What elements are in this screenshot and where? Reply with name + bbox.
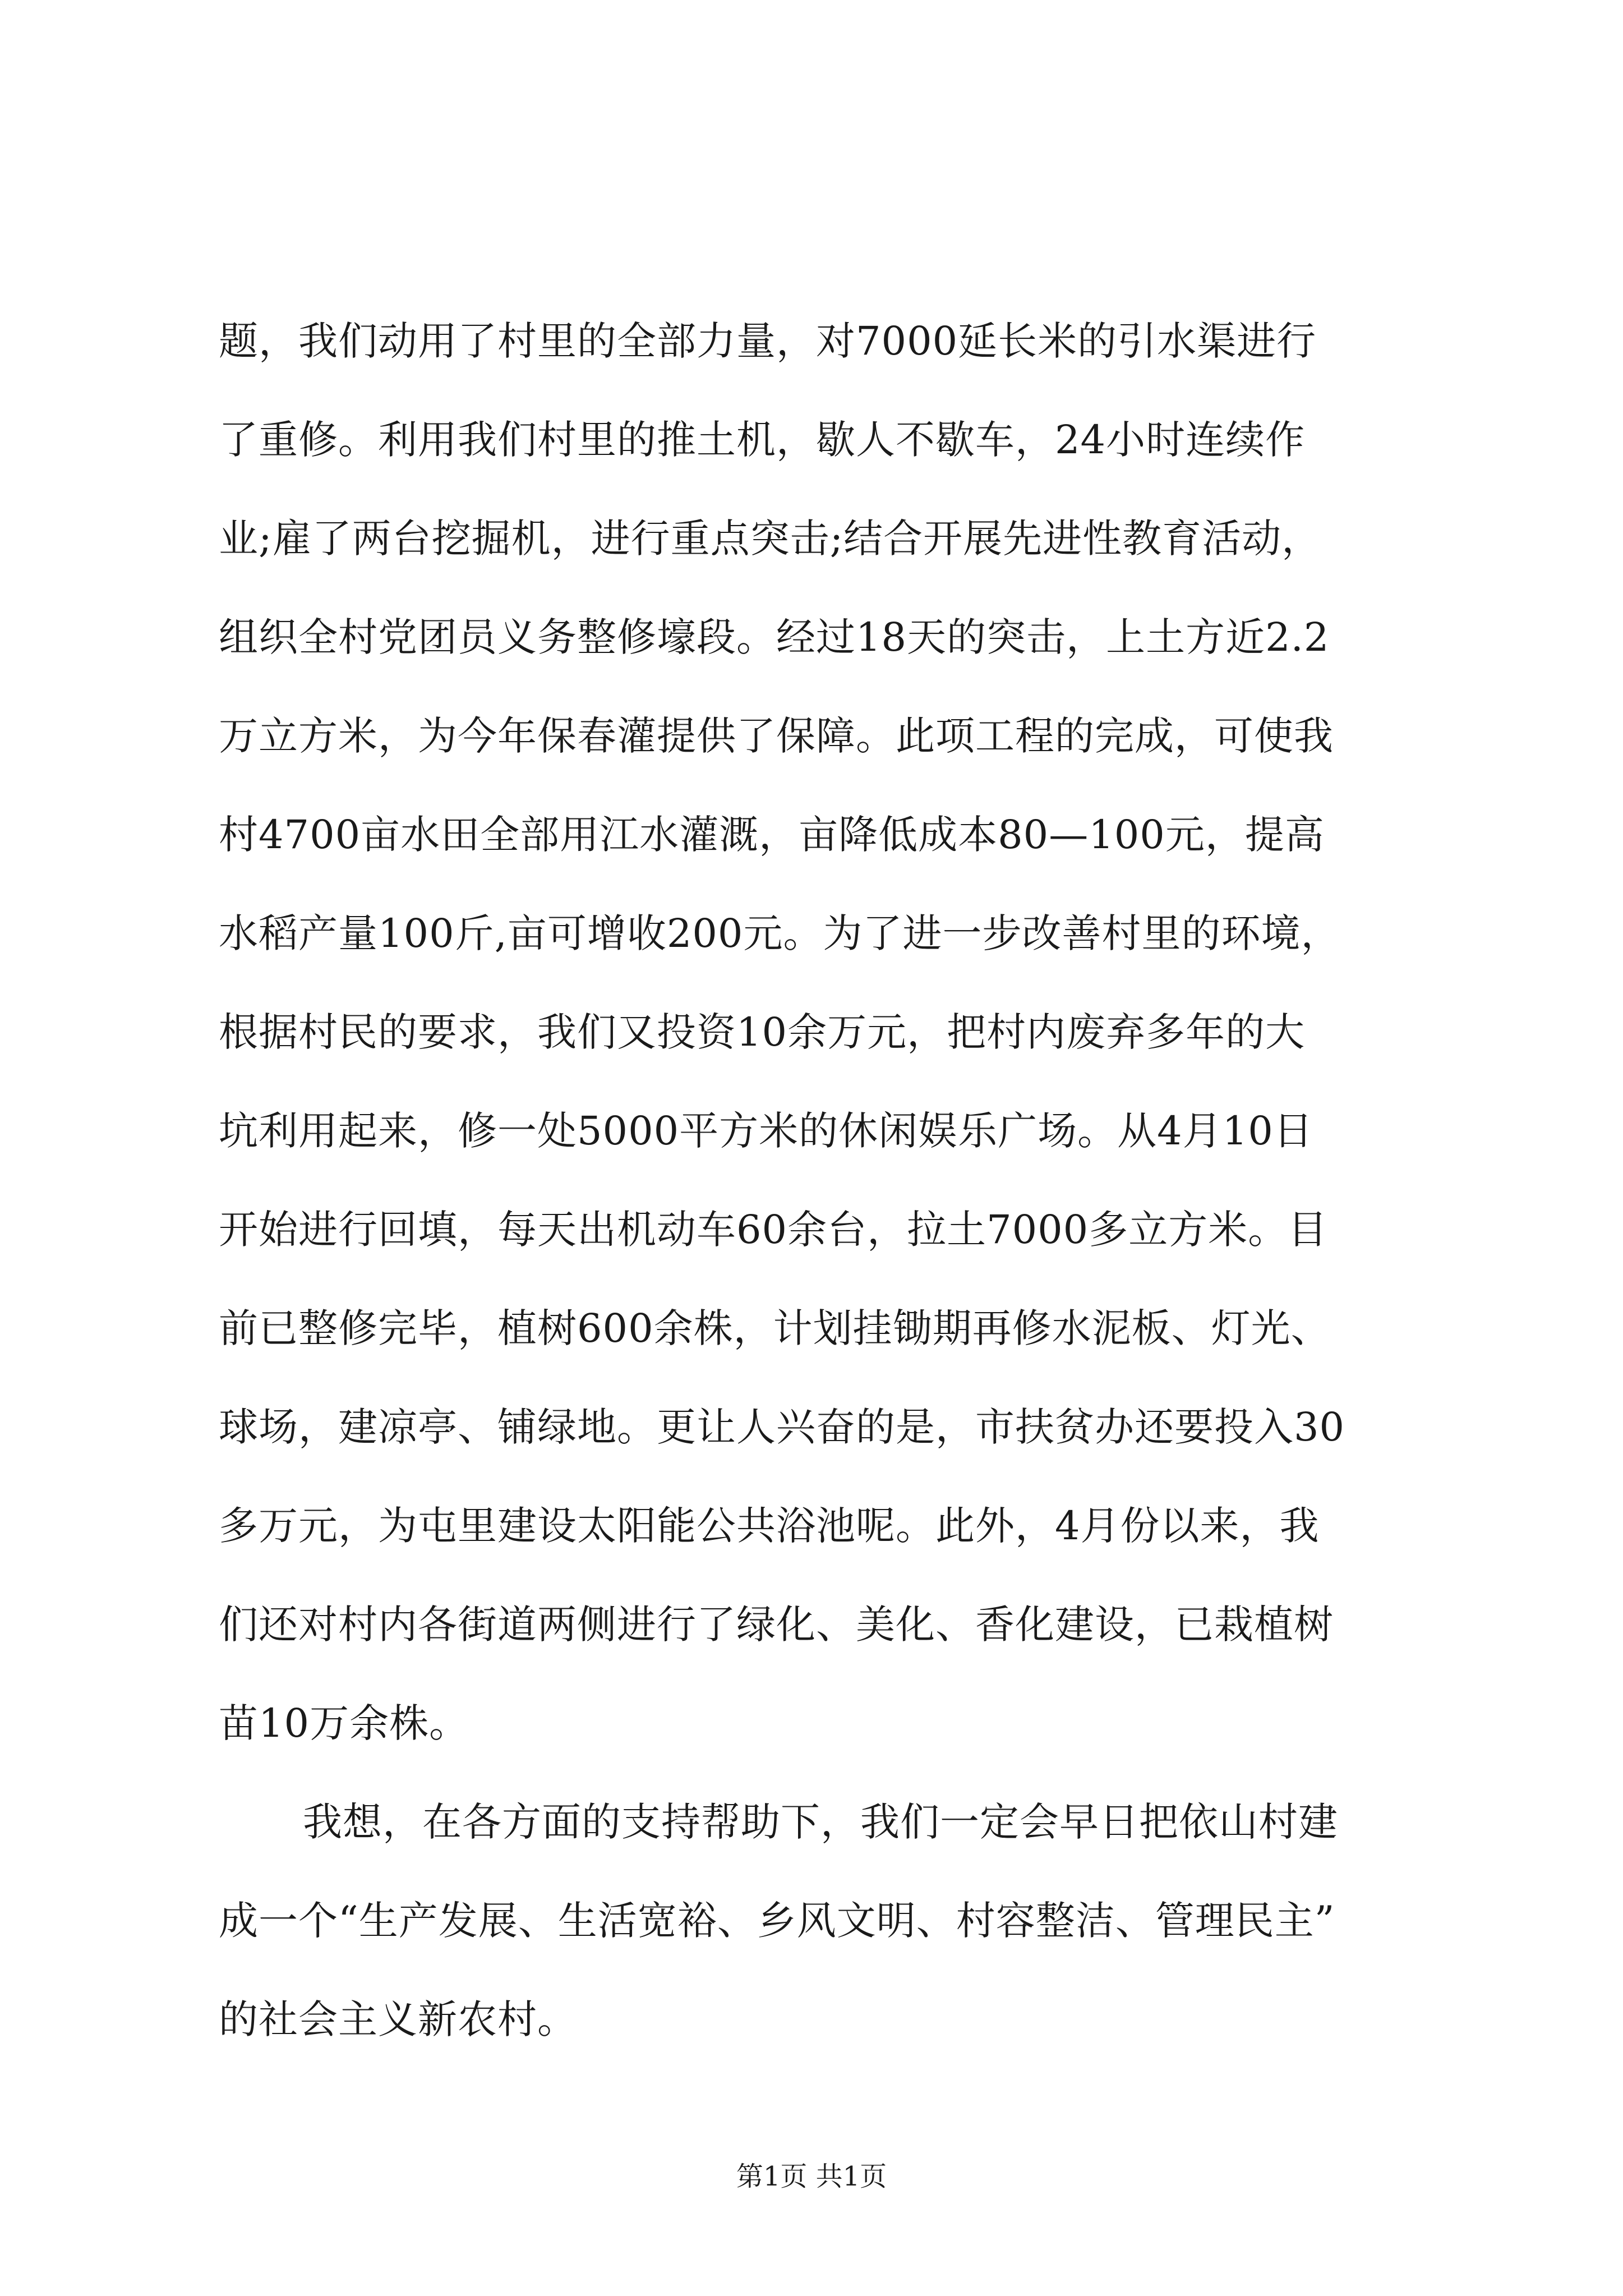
paragraph-1-line: 根据村民的要求，我们又投资10余万元，把村内废弃多年的大 <box>219 1009 1306 1055</box>
paragraph-1-line: 了重修。利用我们村里的推土机，歇人不歇车，24小时连续作 <box>219 417 1306 463</box>
paragraph-1-line: 水稻产量100斤,亩可增收200元。为了进一步改善村里的环境， <box>219 910 1341 956</box>
page-number-footer: 第1页 共1页 <box>736 2161 887 2192</box>
document-body <box>219 292 1430 2069</box>
paragraph-1-line: 坑利用起来，修一处5000平方米的休闲娱乐广场。从4月10日 <box>219 1108 1313 1154</box>
paragraph-1-line: 前已整修完毕，植树600余株，计划挂锄期再修水泥板、灯光、 <box>219 1305 1331 1351</box>
paragraph-2-line: 我想，在各方面的支持帮助下，我们一定会早日把依山村建 <box>303 1799 1338 1845</box>
paragraph-1-line: 多万元，为屯里建设太阳能公共浴池呢。此外，4月份以来，我 <box>219 1503 1320 1549</box>
paragraph-1-line: 万立方米，为今年保春灌提供了保障。此项工程的完成，可使我 <box>219 713 1334 759</box>
paragraph-1-line: 球场，建凉亭、铺绿地。更让人兴奋的是，市扶贫办还要投入30 <box>219 1404 1345 1450</box>
paragraph-1-line: 村4700亩水田全部用江水灌溉，亩降低成本80—100元，提高 <box>219 812 1325 858</box>
paragraph-1-line: 业;雇了两台挖掘机，进行重点突击;结合开展先进性教育活动， <box>219 516 1322 562</box>
paragraph-2-line: 成一个“生产发展、生活宽裕、乡风文明、村容整洁、管理民主” <box>219 1898 1335 1944</box>
paragraph-1-line: 们还对村内各街道两侧进行了绿化、美化、香化建设，已栽植树 <box>219 1602 1334 1648</box>
paragraph-2-line: 的社会主义新农村。 <box>219 1996 577 2042</box>
paragraph-1-line: 题，我们动用了村里的全部力量，对7000延长米的引水渠进行 <box>219 318 1317 364</box>
paragraph-1-line: 开始进行回填，每天出机动车60余台，拉土7000多立方米。目 <box>219 1207 1328 1253</box>
paragraph-1-line: 苗10万余株。 <box>219 1700 469 1746</box>
paragraph-1-line: 组织全村党团员义务整修壕段。经过18天的突击，上土方近2.2 <box>219 614 1330 660</box>
